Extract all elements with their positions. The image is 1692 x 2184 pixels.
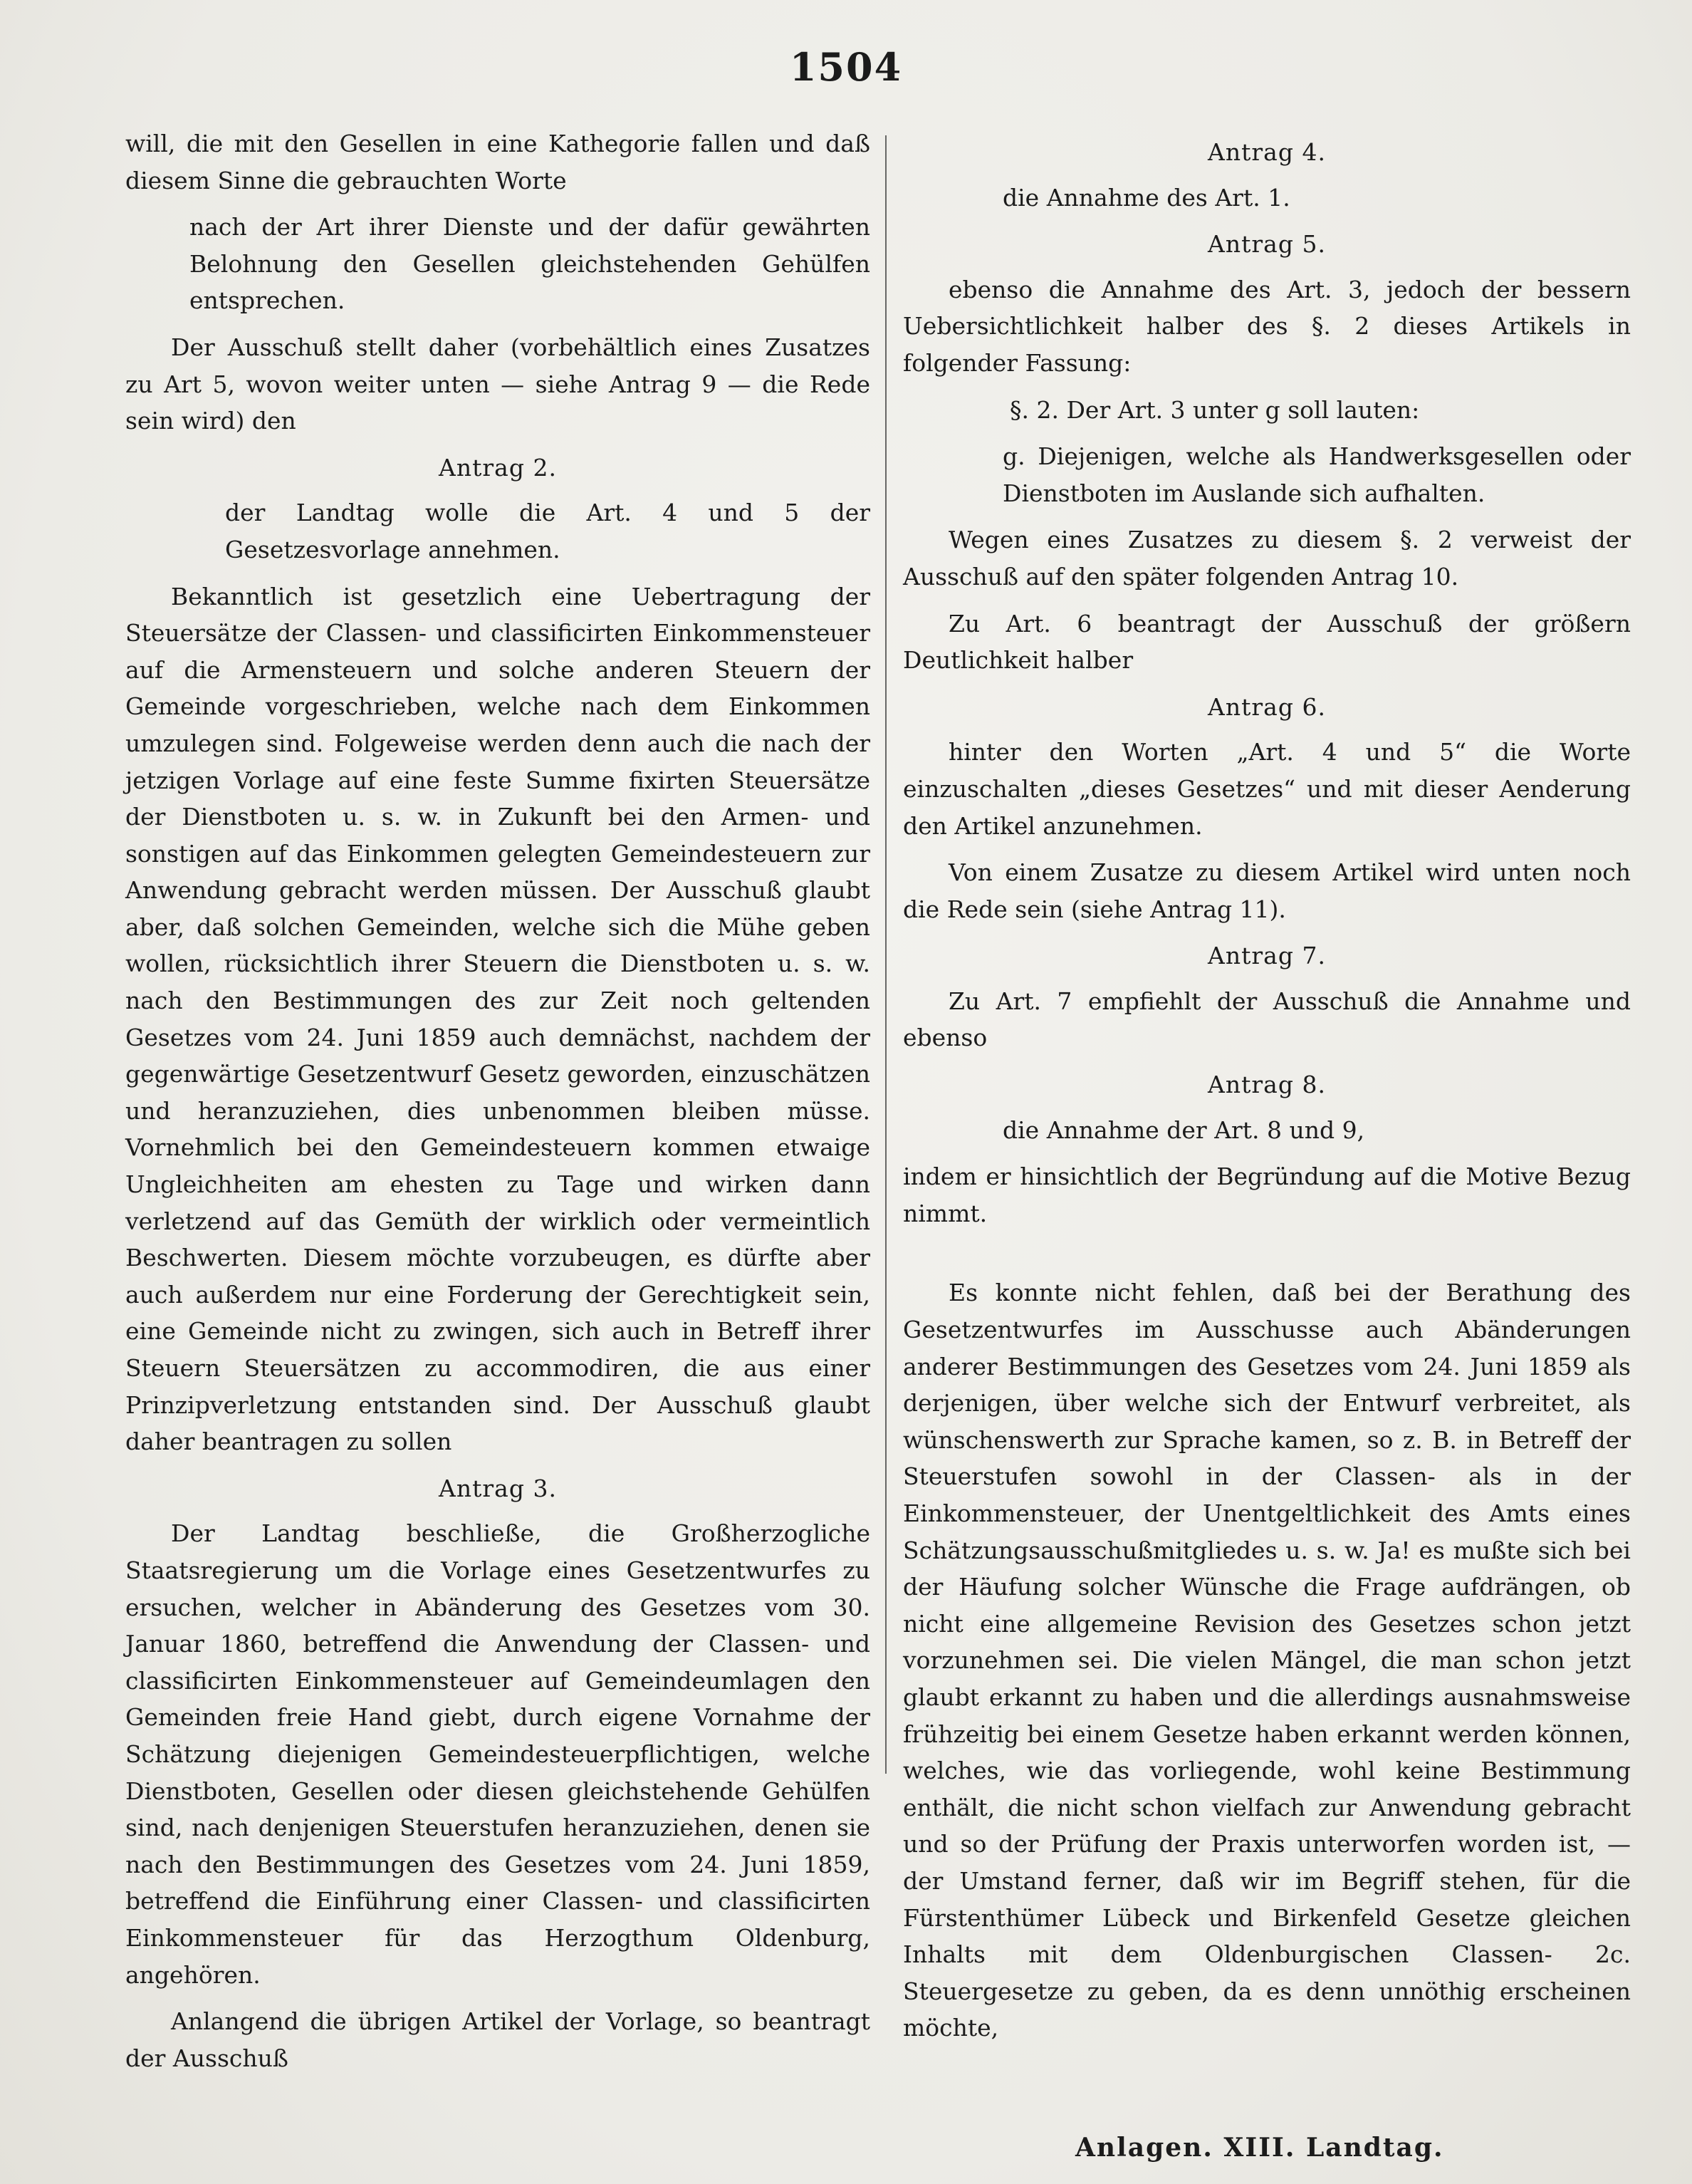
antrag-text: Der Landtag beschließe, die Großherzogliche Staatsregierung um die Vorlage eines Gesetzentwurfes zu ersuchen, welcher in Abänderung des Gesetzes vom 30. Januar 1860, betreffend die Anwendung der Classen- und classificirten Einkommensteuer auf Gemeindeumlagen den Gemeinden freie Hand giebt, durch eigene Vornahme der Schätzung diejenigen Gemeindesteuerpflichtigen, welche Dienstboten, Gesellen oder diesen gleichstehende Gehülfen sind, nach denjenigen Steuerstufen heranzuziehen, denen sie nach den Bestimmungen des Gesetzes vom 24. Juni 1859, betreffend die Einführung einer Classen- und classificirten Einkommensteuer für das Herzogthum Oldenburg, angehören.	[125, 1519, 870, 1989]
antrag-text-continued: indem er hinsichtlich der Begründung auf die Motive Bezug nimmt.	[903, 1163, 1631, 1227]
antrag-heading: Antrag 5.	[1208, 230, 1326, 259]
left-column	[125, 125, 870, 2086]
paragraph: Zu Art. 6 beantragt der Ausschuß der größern Deutlichkeit halber	[903, 609, 1631, 675]
paragraph: Es konnte nicht fehlen, daß bei der Berathung des Gesetzentwurfes im Ausschusse auch Abänderungen anderer Bestimmungen des Gesetzes vom 24. Juni 1859 als derjenigen, über welche sich der Entwurf verbreitet, als wünschenswerth zur Sprache kamen, so z. B. in Betreff der Steuerstufen sowohl in der Classen- als in der Einkommensteuer, der Unentgeltlichkeit des Amts eines Schätzungsausschußmitgliedes u. s. w. Ja! es mußte sich bei der Häufung solcher Wünsche die Frage aufdrängen, ob nicht eine allgemeine Revision des Gesetzes schon jetzt vorzunehmen sei. Die vielen Mängel, die man schon jetzt glaubt erkannt zu haben und die allerdings ausnahmsweise frühzeitig bei einem Gesetze haben erkannt werden können, welches, wie das vorliegende, wohl keine Bestimmung enthält, die nicht schon vielfach zur Anwendung gebracht und so der Prüfung der Praxis unterworfen worden ist, — der Umstand ferner, daß wir im Begriff stehen, für die Fürstenthümer Lübeck und Birkenfeld Gesetze gleichen Inhalts mit dem Oldenburgischen Classen- 2c. Steuergesetze zu geben, da es denn unnöthig erscheinen möchte,	[903, 1279, 1631, 2042]
antrag-heading: Antrag 4.	[1208, 138, 1326, 166]
clause-text: g. Diejenigen, welche als Handwerksgesellen oder Dienstboten im Auslande sich aufhalten.	[1003, 442, 1631, 507]
column-divider	[885, 135, 887, 1774]
antrag-text: die Annahme des Art. 1.	[1003, 183, 1290, 212]
paragraph: Bekanntlich ist gesetzlich eine Uebertragung der Steuersätze der Classen- und classificirten Einkommensteuer auf die Armensteuern und solche anderen Steuern der Gemeinde vorgeschrieben, welche nach dem Einkommen umzulegen sind. Folgeweise werden denn auch die nach der jetzigen Vorlage auf eine feste Summe fixirten Steuersätze der Dienstboten u. s. w. in Zukunft bei den Armen- und sonstigen auf das Einkommen gelegten Gemeindesteuern zur Anwendung gebracht werden müssen. Der Ausschuß glaubt aber, daß solchen Gemeinden, welche sich die Mühe geben wollen, rücksichtlich ihrer Steuern die Dienstboten u. s. w. nach den Bestimmungen des zur Zeit noch geltenden Gesetzes vom 24. Juni 1859 auch demnächst, nachdem der gegenwärtige Gesetzentwurf Gesetz geworden, einzuschätzen und heranzuziehen, dies unbenommen bleiben müsse. Vornehmlich bei den Gemeindesteuern kommen etwaige Ungleichheiten am ehesten zu Tage und wirken dann verletzend auf das Gemüth der wirklich oder vermeintlich Beschwerten. Diesem möchte vorzubeugen, es dürfte aber auch außerdem nur eine Forderung der Gerechtigkeit sein, eine Gemeinde nicht zu zwingen, sich auch in Betreff ihrer Steuern Steuersätzen zu accommodiren, die aus einer Prinzipverletzung entstanden sind. Der Ausschuß glaubt daher beantragen zu sollen	[125, 582, 870, 1456]
quoted-passage: nach der Art ihrer Dienste und der dafür gewährten Belohnung den Gesellen gleichstehenden Gehülfen entsprechen.	[189, 213, 870, 315]
antrag-text: hinter den Worten „Art. 4 und 5“ die Worte einzuschalten „dieses Gesetzes“ und mit dieser Aenderung den Artikel anzunehmen.	[903, 738, 1631, 840]
paragraph: Wegen eines Zusatzes zu diesem §. 2 verweist der Ausschuß auf den später folgenden Antrag 10.	[903, 526, 1631, 591]
section-spacer	[903, 1242, 1631, 1274]
paragraph-clause: §. 2. Der Art. 3 unter g soll lauten:	[1010, 395, 1420, 424]
antrag-heading: Antrag 2.	[439, 453, 557, 482]
footer-signature: Anlagen. XIII. Landtag.	[1075, 2133, 1444, 2163]
antrag-heading: Antrag 7.	[1208, 942, 1326, 970]
antrag-heading: Antrag 6.	[1208, 692, 1326, 721]
paragraph: Der Ausschuß stellt daher (vorbehältlich eines Zusatzes zu Art 5, wovon weiter unten — siehe Antrag 9 — die Rede sein wird) den	[125, 333, 870, 435]
antrag-heading: Antrag 3.	[439, 1474, 557, 1502]
right-column	[903, 125, 1631, 2056]
antrag-text: ebenso die Annahme des Art. 3, jedoch der bessern Uebersichtlichkeit halber des §. 2 dieses Artikels in folgender Fassung:	[903, 275, 1631, 377]
antrag-text: die Annahme der Art. 8 und 9,	[1003, 1116, 1365, 1144]
page-number: 1504	[789, 44, 903, 90]
paragraph: will, die mit den Gesellen in eine Kathegorie fallen und daß diesem Sinne die gebrauchten Worte	[125, 130, 870, 194]
paragraph: Zu Art. 7 empfiehlt der Ausschuß die Annahme und ebenso	[903, 987, 1631, 1052]
antrag-text: der Landtag wolle die Art. 4 und 5 der Gesetzesvorlage annehmen.	[225, 499, 870, 563]
antrag-heading: Antrag 8.	[1208, 1071, 1326, 1099]
paragraph: Von einem Zusatze zu diesem Artikel wird unten noch die Rede sein (siehe Antrag 11).	[903, 858, 1631, 923]
paragraph: Anlangend die übrigen Artikel der Vorlage, so beantragt der Ausschuß	[125, 2007, 870, 2072]
